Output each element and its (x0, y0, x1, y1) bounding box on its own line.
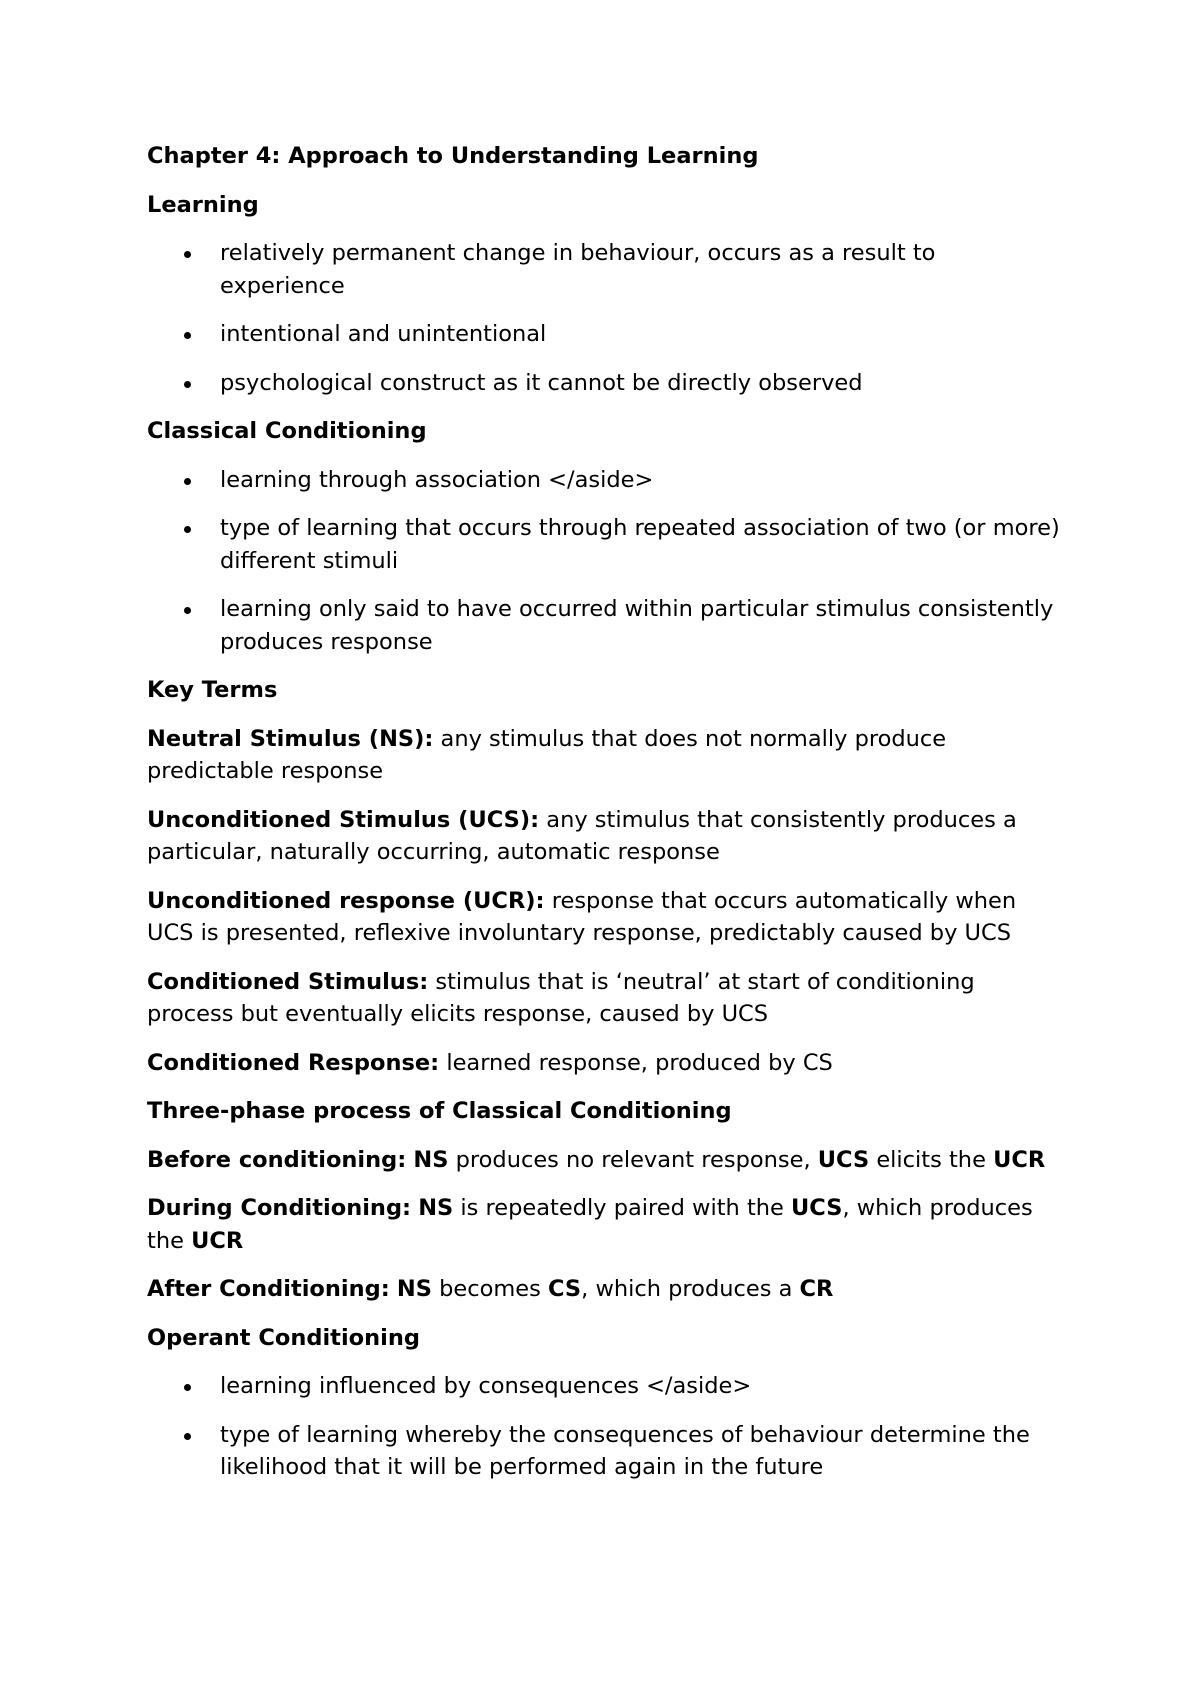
definition-unconditioned-response (147, 885, 1067, 950)
term-definition: any stimulus that does not normally produce predictable response (147, 725, 947, 784)
definition-conditioned-response (147, 1047, 1067, 1080)
list-item (147, 593, 1067, 658)
list-item (147, 1370, 1067, 1403)
bullet-icon (184, 478, 191, 485)
term-label: Unconditioned Stimulus (UCS): (147, 806, 540, 833)
list-item-text: type of learning whereby the consequences of behaviour determine the likelihood that it will be performed again in the future (220, 1421, 1030, 1480)
bullet-icon (184, 332, 191, 339)
term-definition: learned response, produced by CS (439, 1049, 833, 1076)
phase-label: During Conditioning: (147, 1195, 412, 1221)
bullet-icon (184, 526, 191, 533)
list-item-text: learning only said to have occurred within particular stimulus consistently produces response (220, 596, 1054, 655)
list-item-text: type of learning that occurs through repeated association of two (or more) different stimuli (220, 515, 1060, 574)
phase-during-conditioning (147, 1192, 1067, 1257)
phase-before-conditioning (147, 1144, 1067, 1177)
term-label: Unconditioned response (UCR): (147, 887, 545, 914)
list-item (147, 464, 1067, 497)
phase-text: elicits the (869, 1146, 994, 1173)
phase-text: is repeatedly paired with the (453, 1195, 792, 1221)
list-item-text: learning through association </aside> (220, 466, 654, 493)
term-definition: response that occurs automatically when UCS is presented, reflexive involuntary response, predictably caused by UCS (147, 887, 1017, 946)
term-label: Conditioned Response: (147, 1049, 440, 1076)
phase-text: becomes (431, 1276, 548, 1302)
term-definition: stimulus that is ‘neutral’ at start of conditioning process but eventually elicits response, caused by UCS (147, 968, 975, 1027)
list-item (147, 237, 1067, 302)
list-item-text: learning influenced by consequences </aside> (220, 1373, 752, 1399)
list-item (147, 512, 1067, 577)
abbr-cr: CR (799, 1276, 834, 1302)
abbr-ucs: UCS (791, 1195, 843, 1221)
section-heading-three-phase: Three-phase process of Classical Conditioning (147, 1098, 732, 1124)
bullet-icon (184, 607, 191, 614)
learning-list (147, 237, 1067, 399)
bullet-icon (184, 251, 191, 258)
list-item (147, 367, 1067, 400)
bullet-icon (184, 381, 191, 388)
term-definition: any stimulus that consistently produces a particular, naturally occurring, automatic response (147, 806, 1017, 865)
phase-text: , which produces the (147, 1195, 1033, 1254)
phase-text: , which produces a (581, 1276, 800, 1302)
abbr-ucr: UCR (191, 1227, 244, 1254)
list-item (147, 318, 1067, 351)
bullet-icon (184, 1433, 191, 1440)
abbr-cs: CS (548, 1276, 582, 1302)
operant-conditioning-list (147, 1370, 1067, 1484)
list-item-text: intentional and unintentional (220, 321, 547, 347)
term-label: Neutral Stimulus (NS): (147, 725, 434, 752)
phase-text: produces no relevant response, (448, 1146, 818, 1173)
list-item-text: psychological construct as it cannot be directly observed (220, 369, 863, 396)
phase-after-conditioning (147, 1273, 1067, 1306)
section-heading-classical-conditioning: Classical Conditioning (147, 418, 427, 444)
list-item-text: relatively permanent change in behaviour, occurs as a result to experience (220, 240, 936, 299)
bullet-icon (184, 1384, 191, 1391)
section-heading-operant-conditioning: Operant Conditioning (147, 1324, 420, 1351)
phase-label: After Conditioning: (147, 1276, 390, 1302)
abbr-ns: NS (413, 1146, 449, 1173)
definition-neutral-stimulus (147, 723, 1067, 788)
section-heading-key-terms: Key Terms (147, 677, 278, 703)
classical-conditioning-list (147, 464, 1067, 659)
definition-conditioned-stimulus (147, 966, 1067, 1031)
abbr-ns: NS (418, 1195, 454, 1221)
section-heading-learning: Learning (147, 191, 259, 218)
definition-unconditioned-stimulus (147, 804, 1067, 869)
phase-label: Before conditioning: (147, 1146, 407, 1173)
abbr-ns: NS (396, 1276, 432, 1302)
page-title: Chapter 4: Approach to Understanding Learning (147, 143, 759, 169)
abbr-ucs: UCS (817, 1146, 870, 1173)
abbr-ucr: UCR (993, 1146, 1046, 1173)
document-page (147, 140, 1067, 1500)
list-item (147, 1419, 1067, 1484)
term-label: Conditioned Stimulus: (147, 968, 429, 995)
